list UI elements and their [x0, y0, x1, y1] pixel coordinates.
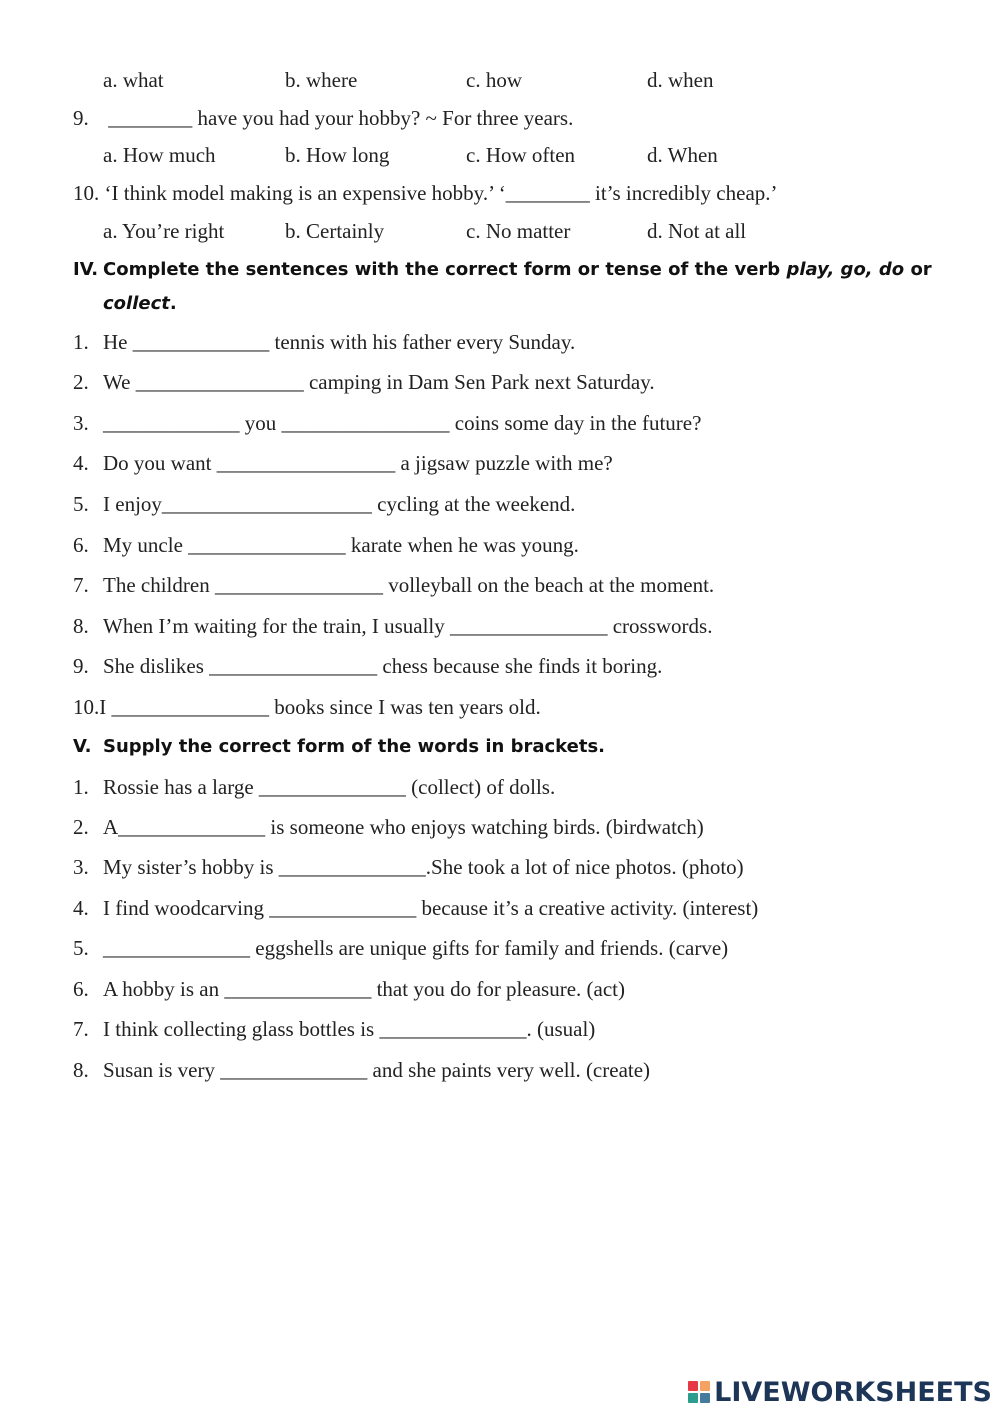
section-v-item [73, 934, 728, 962]
logo-square-blue [700, 1393, 710, 1403]
q9-option-a: a. How much [103, 143, 216, 167]
question-10 [73, 179, 778, 207]
section-iv-item [73, 490, 575, 518]
item-text: I _______________ books since I was ten years old. [99, 695, 541, 719]
section-iv-item [73, 612, 712, 640]
item-number: 1. [73, 330, 89, 354]
question-text: ________ have you had your hobby? ~ For three years. [108, 106, 574, 130]
question-9 [73, 104, 573, 132]
section-v-item [73, 894, 758, 922]
section-iv-item [73, 531, 579, 559]
section-v-item [73, 773, 555, 801]
item-number: 1. [73, 775, 89, 799]
item-text: She dislikes ________________ chess because she finds it boring. [103, 654, 663, 678]
item-number: 7. [73, 1017, 89, 1041]
logo-text: LIVEWORKSHEETS [714, 1376, 992, 1408]
heading-or: or [904, 259, 932, 280]
section-v-item [73, 975, 625, 1003]
item-number: 6. [73, 977, 89, 1001]
q8-option-b: b. where [285, 68, 358, 92]
section-iv-item [73, 652, 662, 680]
item-number: 3. [73, 855, 89, 879]
section-v-item [73, 1056, 650, 1084]
q10-option-d: d. Not at all [647, 219, 747, 243]
section-iv-item [73, 409, 701, 437]
section-iv-item [73, 368, 655, 396]
section-v-item [73, 1015, 595, 1043]
item-text: I enjoy____________________ cycling at the weekend. [103, 492, 576, 516]
item-number: 6. [73, 533, 89, 557]
item-number: 8. [73, 614, 89, 638]
item-text: When I’m waiting for the train, I usually _______________ crosswords. [103, 614, 713, 638]
item-number: 5. [73, 492, 89, 516]
logo-square-orange [700, 1381, 710, 1391]
q9-option-b: b. How long [285, 143, 390, 167]
item-text: Do you want _________________ a jigsaw puzzle with me? [103, 451, 613, 475]
q8-option-c: c. how [466, 68, 522, 92]
section-number: V. [73, 736, 92, 757]
item-text: Rossie has a large ______________ (collect) of dolls. [103, 775, 556, 799]
item-text: My uncle _______________ karate when he was young. [103, 533, 579, 557]
section-iv-item [73, 693, 541, 721]
item-number: 10. [73, 695, 100, 719]
item-text: We ________________ camping in Dam Sen Park next Saturday. [103, 370, 655, 394]
item-text: I think collecting glass bottles is ______________. (usual) [103, 1017, 596, 1041]
liveworksheets-logo[interactable] [688, 1374, 992, 1410]
logo-square-green [688, 1393, 698, 1403]
question-text: ‘I think model making is an expensive hobby.’ ‘________ it’s incredibly cheap.’ [104, 181, 778, 205]
item-text: I find woodcarving ______________ because it’s a creative activity. (interest) [103, 896, 759, 920]
section-iv-item [73, 449, 613, 477]
item-number: 7. [73, 573, 89, 597]
item-text: A______________ is someone who enjoys watching birds. (birdwatch) [103, 815, 704, 839]
section-v-item [73, 813, 704, 841]
q8-option-a: a. what [103, 68, 164, 92]
heading-end: . [169, 293, 177, 314]
item-number: 9. [73, 654, 89, 678]
section-iv-item [73, 328, 575, 356]
item-number: 5. [73, 936, 89, 960]
section-v-heading [73, 730, 605, 764]
heading-verbs: play, go, do [786, 259, 905, 280]
item-number: 2. [73, 815, 89, 839]
item-text: He _____________ tennis with his father every Sunday. [103, 330, 576, 354]
item-number: 4. [73, 451, 89, 475]
q8-option-d: d. when [647, 68, 714, 92]
section-v-item [73, 853, 744, 881]
q10-option-a: a. You’re right [103, 219, 225, 243]
item-text: ______________ eggshells are unique gifts for family and friends. (carve) [103, 936, 729, 960]
q9-option-c: c. How often [466, 143, 576, 167]
heading-text: Complete the sentences with the correct form or tense of the verb [103, 259, 787, 280]
item-text: My sister’s hobby is ______________.She took a lot of nice photos. (photo) [103, 855, 744, 879]
section-iv-heading [73, 253, 933, 321]
item-text: _____________ you ________________ coins some day in the future? [103, 411, 702, 435]
section-number: IV. [73, 259, 99, 280]
question-number: 10. [73, 181, 100, 205]
q10-option-b: b. Certainly [285, 219, 385, 243]
item-number: 4. [73, 896, 89, 920]
item-text: The children ________________ volleyball on the beach at the moment. [103, 573, 715, 597]
question-number: 9. [73, 106, 89, 130]
item-text: A hobby is an ______________ that you do for pleasure. (act) [103, 977, 625, 1001]
q10-option-c: c. No matter [466, 219, 571, 243]
heading-verb-collect: collect [103, 293, 170, 314]
logo-square-red [688, 1381, 698, 1391]
q9-option-d: d. When [647, 143, 718, 167]
heading-text: Supply the correct form of the words in brackets. [103, 736, 606, 757]
item-number: 8. [73, 1058, 89, 1082]
section-iv-item [73, 571, 714, 599]
item-text: Susan is very ______________ and she paints very well. (create) [103, 1058, 651, 1082]
item-number: 2. [73, 370, 89, 394]
item-number: 3. [73, 411, 89, 435]
logo-icon [688, 1381, 710, 1403]
